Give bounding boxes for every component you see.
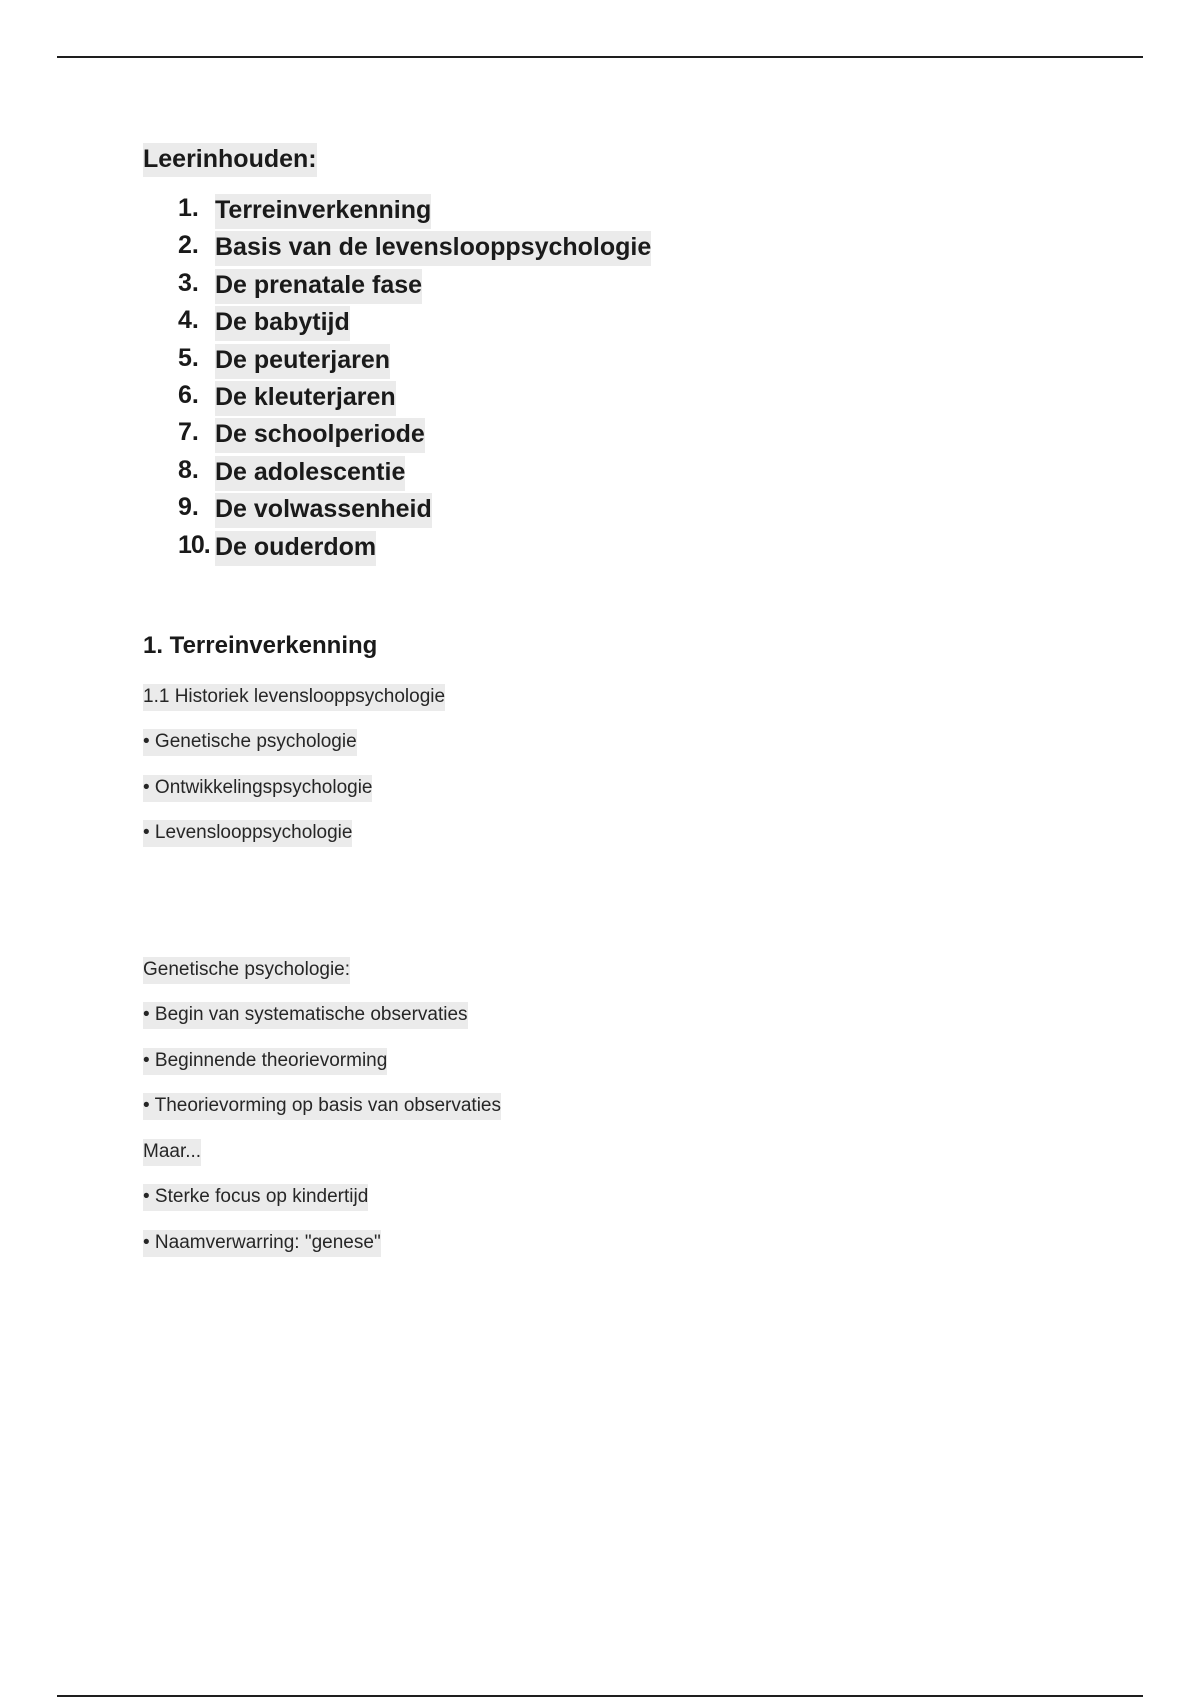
toc-number: 10.	[178, 530, 210, 559]
toc-label: De kleuterjaren	[215, 381, 396, 416]
section-title: 1. Terreinverkenning	[143, 632, 378, 659]
footer-rule	[57, 1695, 1143, 1697]
toc-number: 4.	[178, 306, 199, 335]
toc-label: De peuterjaren	[215, 344, 390, 379]
toc-item-10	[178, 531, 651, 568]
toc-item-7	[178, 418, 651, 455]
list-item: • Ontwikkelingspsychologie	[143, 777, 372, 799]
toc-label: Terreinverkenning	[215, 194, 431, 229]
header-rule	[57, 56, 1143, 58]
toc-label: Basis van de levenslooppsychologie	[215, 231, 651, 266]
but-label: Maar...	[143, 1141, 201, 1163]
toc-item-2	[178, 231, 651, 268]
toc-number: 6.	[178, 380, 199, 409]
toc-item-1	[178, 194, 651, 231]
toc-label: De schoolperiode	[215, 418, 425, 453]
toc-item-3	[178, 269, 651, 306]
toc-item-8	[178, 456, 651, 493]
list-item: • Beginnende theorievorming	[143, 1050, 387, 1072]
list-item: • Begin van systematische observaties	[143, 1004, 468, 1026]
toc-number: 2.	[178, 231, 199, 260]
toc-item-5	[178, 344, 651, 381]
toc-number: 9.	[178, 493, 199, 522]
toc-label: De volwassenheid	[215, 493, 432, 528]
subsection-title: 1.1 Historiek levenslooppsychologie	[143, 686, 445, 708]
list-item: • Naamverwarring: "genese"	[143, 1232, 381, 1254]
list-item: • Levenslooppsychologie	[143, 822, 352, 844]
list-item: • Theorievorming op basis van observaties	[143, 1095, 501, 1117]
toc-item-9	[178, 493, 651, 530]
toc-label: De adolescentie	[215, 456, 405, 491]
list-item: • Sterke focus op kindertijd	[143, 1186, 368, 1208]
toc-label: De ouderdom	[215, 531, 376, 566]
toc-item-6	[178, 381, 651, 418]
toc-number: 8.	[178, 455, 199, 484]
toc-label: De prenatale fase	[215, 269, 422, 304]
toc-number: 1.	[178, 194, 199, 222]
table-of-contents	[178, 194, 651, 568]
toc-number: 3.	[178, 268, 199, 297]
toc-number: 7.	[178, 418, 199, 447]
genetic-title: Genetische psychologie:	[143, 959, 350, 981]
list-item: • Genetische psychologie	[143, 731, 357, 753]
toc-number: 5.	[178, 343, 199, 372]
page-heading: Leerinhouden:	[143, 145, 317, 174]
toc-label: De babytijd	[215, 306, 350, 341]
toc-item-4	[178, 306, 651, 343]
